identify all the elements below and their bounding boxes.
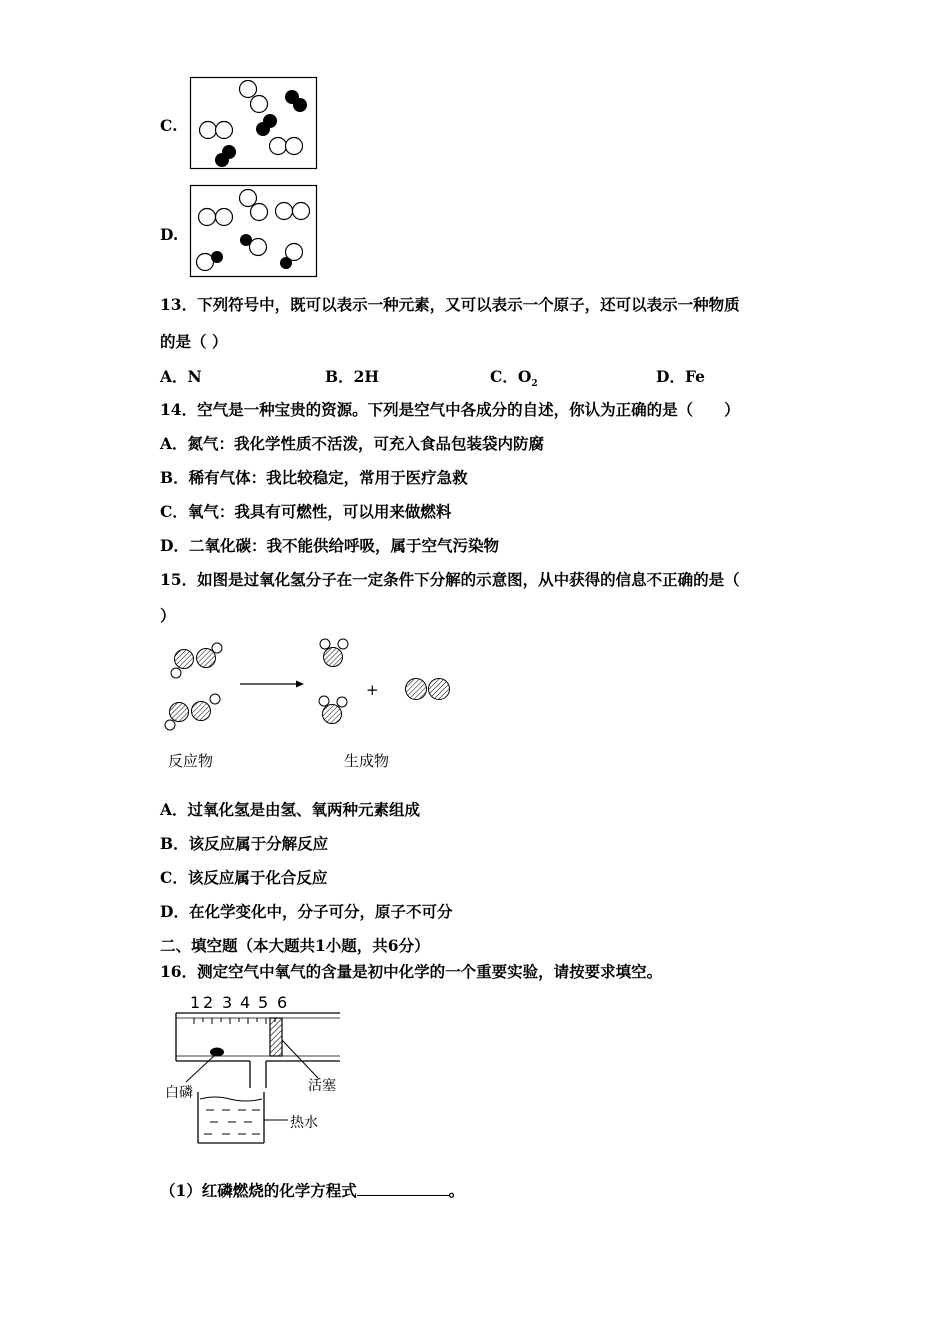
- scale-tick-label: 5: [258, 993, 269, 1012]
- section-heading-fill-blank: 二、填空题（本大题共1小题，共6分）: [160, 936, 430, 955]
- q14-stem: 14．空气是一种宝贵的资源。下列是空气中各成分的自述，你认为正确的是（ ）: [160, 400, 740, 419]
- q15-option-b: B．该反应属于分解反应: [160, 834, 329, 853]
- q15-decomposition-diagram: [160, 636, 460, 736]
- answer-blank[interactable]: [357, 1180, 449, 1196]
- q16-sub1: （1）红磷燃烧的化学方程式 。: [160, 1181, 465, 1200]
- q13-option-b: B．2H: [325, 367, 380, 386]
- q16-label-hot-water: 热水: [290, 1115, 318, 1131]
- q14-option-d: D．二氧化碳：我不能供给呼吸，属于空气污染物: [160, 536, 499, 555]
- q16-label-piston: 活塞: [308, 1078, 336, 1094]
- q13-option-a: A．N: [160, 367, 202, 386]
- q13-option-c: C．$O_2$: [490, 367, 538, 390]
- q15-plus-sign: +: [366, 681, 379, 699]
- q15-label-product: 生成物: [344, 752, 390, 770]
- scale-tick-label: 2: [203, 993, 214, 1012]
- q13-stem-line2: 的是（ ）: [160, 332, 228, 351]
- scale-tick-label: 6: [277, 993, 288, 1012]
- q12-option-d-label: D.: [160, 225, 179, 244]
- q14-option-c: C．氧气：我具有可燃性，可以用来做燃料: [160, 502, 452, 521]
- q15-stem-line2: ）: [160, 606, 176, 625]
- q15-option-c: C．该反应属于化合反应: [160, 868, 328, 887]
- q14-option-a: A．氮气：我化学性质不活泼，可充入食品包装袋内防腐: [160, 434, 545, 453]
- scale-tick-label: 1: [190, 993, 201, 1012]
- q15-option-d: D．在化学变化中，分子可分，原子不可分: [160, 902, 453, 921]
- q15-label-reactant: 反应物: [168, 752, 214, 770]
- q16-stem: 16．测定空气中氧气的含量是初中化学的一个重要实验，请按要求填空。: [160, 962, 663, 981]
- q12-option-c-diagram: [190, 77, 318, 170]
- q15-stem-line1: 15．如图是过氧化氢分子在一定条件下分解的示意图，从中获得的信息不正确的是（: [160, 570, 740, 589]
- q12-option-d-diagram: [190, 185, 318, 278]
- q14-option-b: B．稀有气体：我比较稳定，常用于医疗急救: [160, 468, 468, 487]
- q12-option-c-label: C.: [160, 116, 178, 135]
- scale-tick-label: 3: [222, 993, 233, 1012]
- q13-option-d: D．Fe: [656, 367, 705, 386]
- q15-option-a: A．过氧化氢是由氢、氧两种元素组成: [160, 800, 421, 819]
- q16-label-white-phosphorus: 白磷: [165, 1085, 193, 1101]
- q13-stem-line1: 13．下列符号中，既可以表示一种元素，又可以表示一个原子，还可以表示一种物质: [160, 295, 740, 314]
- scale-tick-label: 4: [240, 993, 251, 1012]
